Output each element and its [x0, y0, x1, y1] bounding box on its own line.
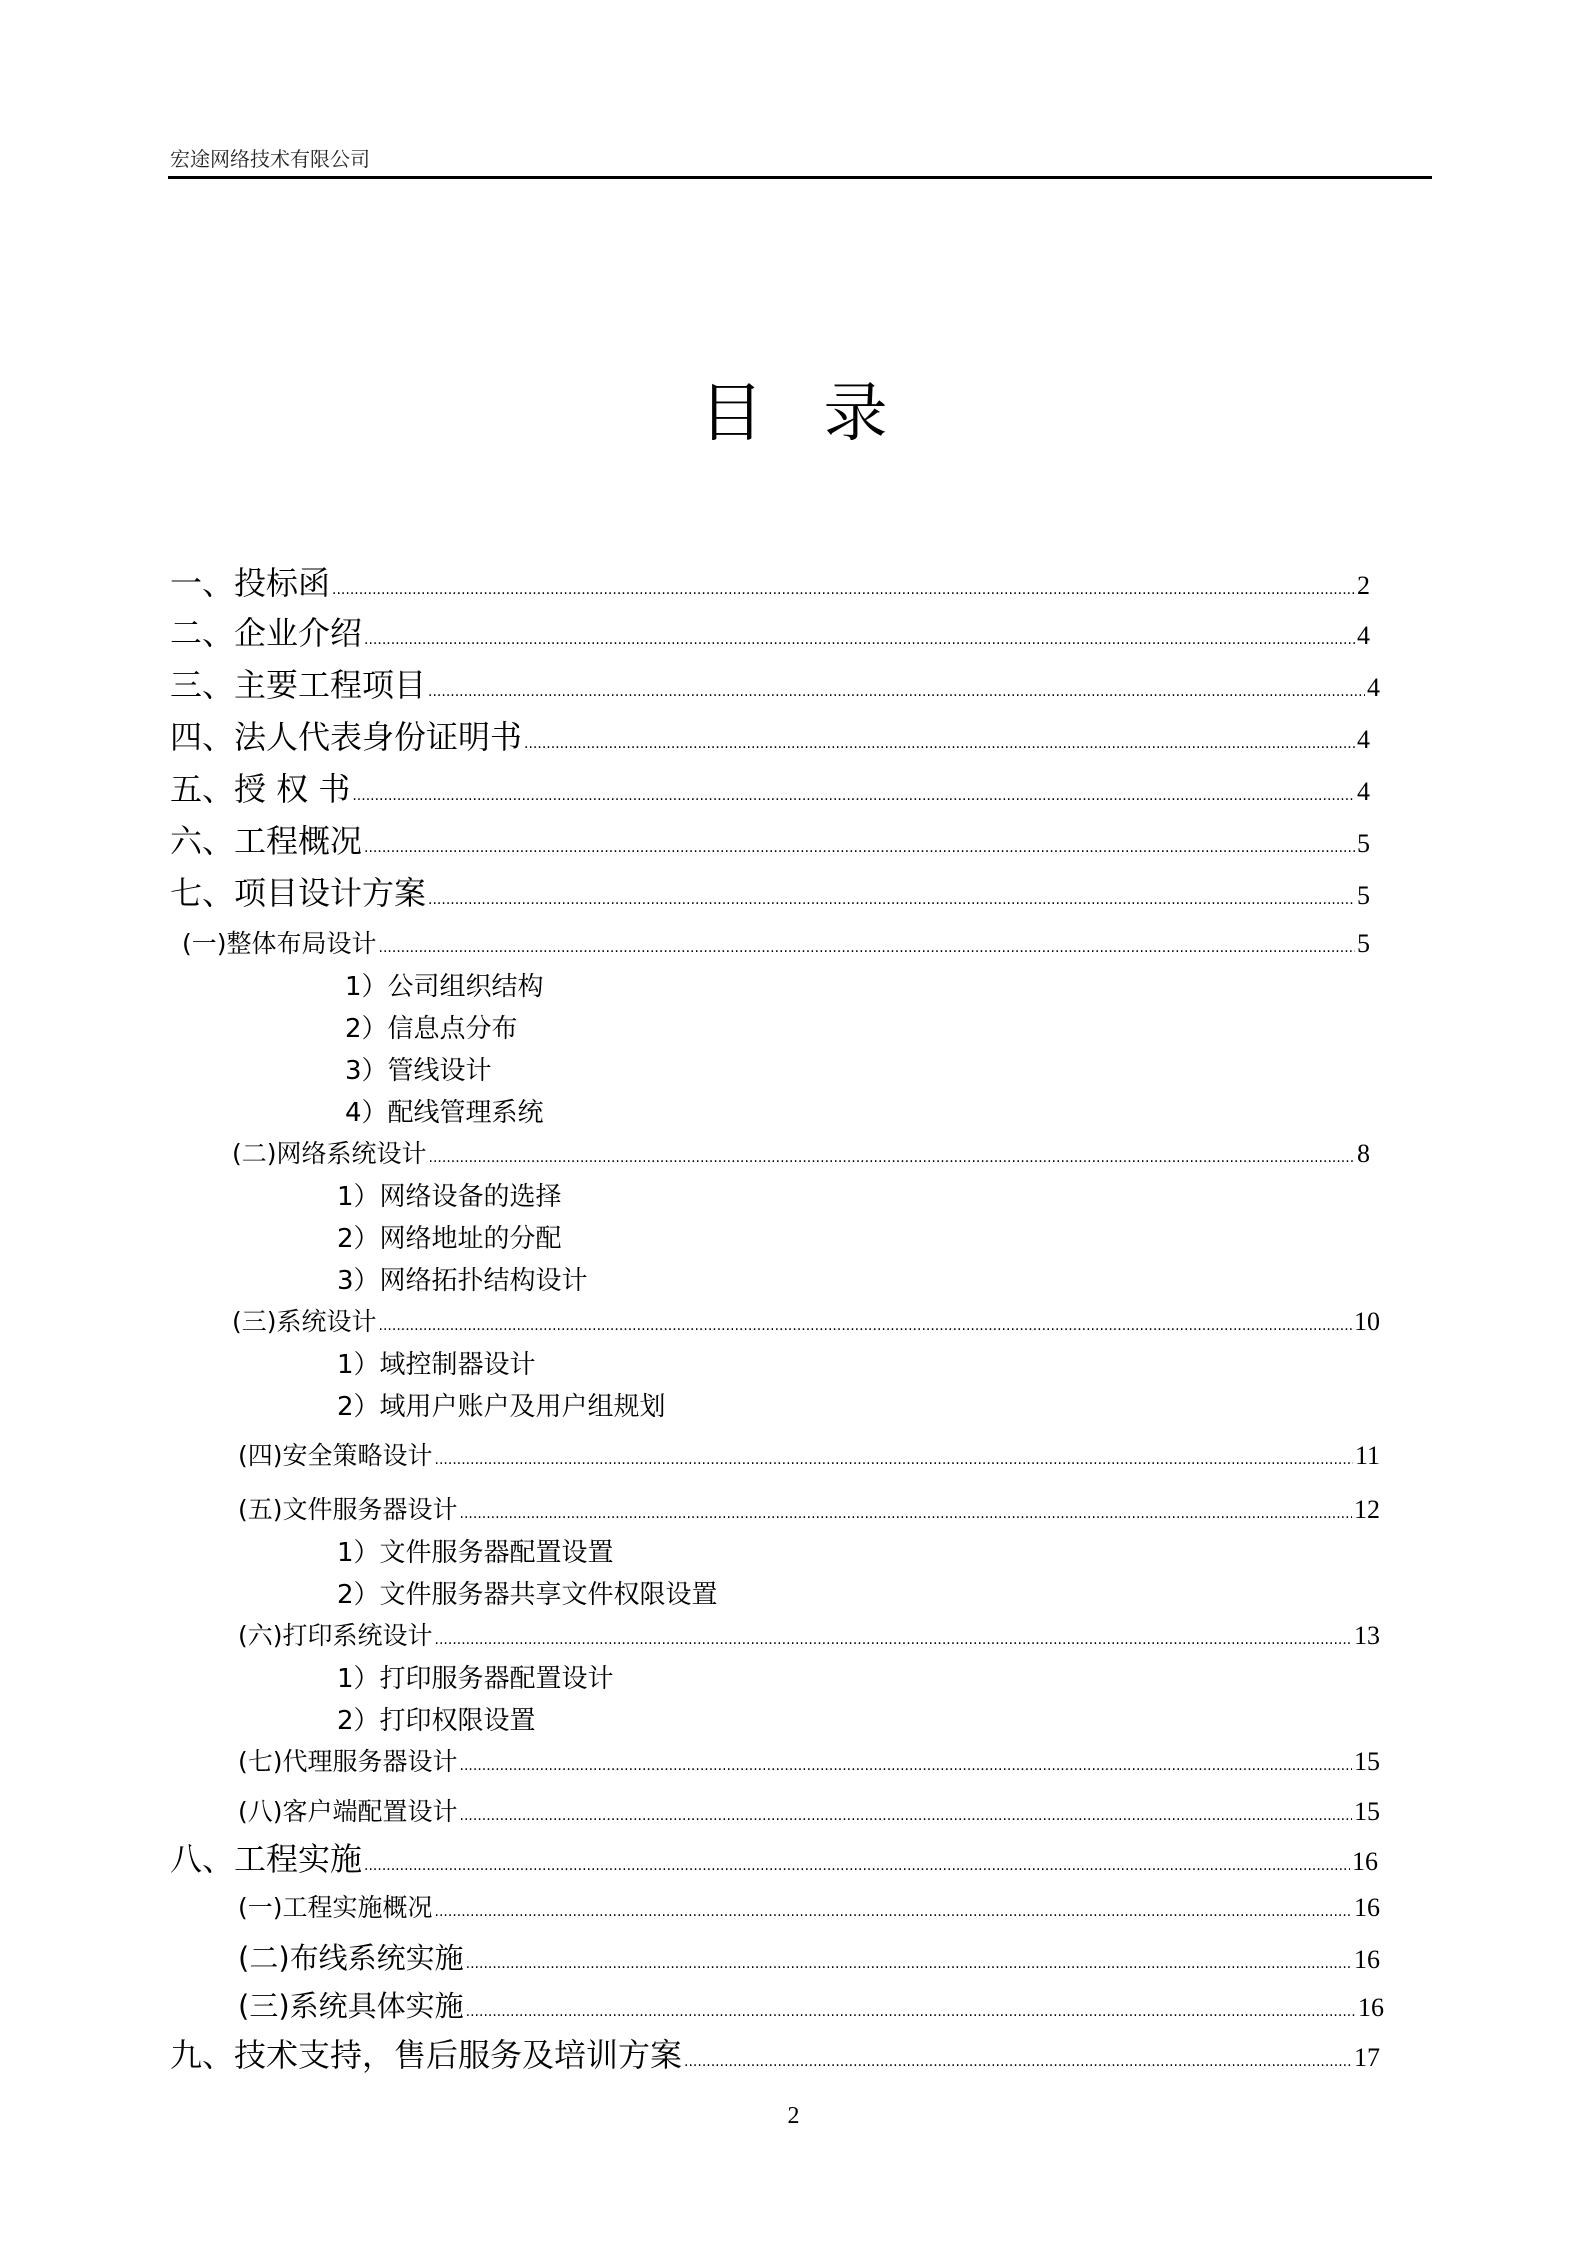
- toc-entry[interactable]: 八、工程实施 ..... 16: [170, 1834, 1378, 1880]
- toc-subentry[interactable]: (一)工程实施概况 ..... 16: [238, 1888, 1380, 1924]
- leader-dots: [428, 892, 1355, 908]
- toc-entry[interactable]: 一、投标函 ..... 2: [170, 558, 1370, 604]
- toc-entry[interactable]: 六、工程概况 ..... 5: [170, 816, 1370, 862]
- leader-dots: [364, 632, 1355, 648]
- leader-dots: [684, 2054, 1352, 2070]
- leader-dots: [364, 1858, 1350, 1874]
- leader-dots: [466, 2004, 1356, 2020]
- toc-subentry[interactable]: (三)系统具体实施 ..... 16: [238, 1984, 1384, 2025]
- toc-item[interactable]: 1）文件服务器配置设置: [337, 1538, 614, 1568]
- toc-entry[interactable]: 九、技术支持，售后服务及培训方案 ..... 17: [170, 2030, 1380, 2076]
- toc-subentry[interactable]: (二)网络系统设计 ..... 8: [232, 1134, 1370, 1170]
- toc-entry[interactable]: 五、授 权 书 ..... 4: [170, 764, 1370, 810]
- page-ref: 4: [1367, 673, 1380, 702]
- leader-dots: [466, 1956, 1352, 1972]
- toc-item[interactable]: 2）信息点分布: [345, 1014, 518, 1044]
- page-ref: 16: [1354, 1945, 1380, 1974]
- toc-item[interactable]: 3）网络拓扑结构设计: [337, 1266, 588, 1296]
- toc-subentry[interactable]: (一)整体布局设计 ..... 5: [182, 924, 1370, 960]
- toc-subentry[interactable]: (四)安全策略设计 ..... 11: [238, 1436, 1380, 1472]
- toc-item[interactable]: 2）打印权限设置: [337, 1706, 536, 1736]
- toc-entry[interactable]: 三、主要工程项目 ..... 4: [170, 660, 1380, 706]
- toc-item[interactable]: 1）公司组织结构: [345, 972, 544, 1002]
- header-company-name: 宏途网络技术有限公司: [170, 147, 370, 171]
- leader-dots: [460, 1506, 1352, 1522]
- page-ref: 15: [1354, 1797, 1380, 1826]
- toc-item[interactable]: 2）域用户账户及用户组规划: [337, 1392, 666, 1422]
- toc-entry[interactable]: 二、企业介绍 ..... 4: [170, 608, 1370, 654]
- toc-entry[interactable]: 七、项目设计方案 ..... 5: [170, 868, 1370, 914]
- leader-dots: [435, 1904, 1352, 1920]
- toc-entry[interactable]: 四、法人代表身份证明书 ..... 4: [170, 712, 1370, 758]
- toc-item[interactable]: 2）网络地址的分配: [337, 1224, 562, 1254]
- page-ref: 16: [1352, 1847, 1378, 1876]
- toc-subentry[interactable]: (八)客户端配置设计 ..... 15: [238, 1792, 1380, 1828]
- leader-dots: [332, 582, 1355, 598]
- header-rule: [168, 176, 1432, 179]
- leader-dots: [460, 1758, 1352, 1774]
- leader-dots: [460, 1808, 1352, 1824]
- page-ref: 2: [1357, 571, 1370, 600]
- toc-item[interactable]: 4）配线管理系统: [345, 1098, 544, 1128]
- page-ref: 12: [1354, 1495, 1380, 1524]
- leader-dots: [428, 684, 1365, 700]
- toc-item[interactable]: 3）管线设计: [345, 1056, 492, 1086]
- toc-item[interactable]: 2）文件服务器共享文件权限设置: [337, 1580, 718, 1610]
- page-ref: 15: [1354, 1747, 1380, 1776]
- toc-subentry[interactable]: (五)文件服务器设计 ..... 12: [238, 1490, 1380, 1526]
- page-ref: 5: [1357, 881, 1370, 910]
- leader-dots: [379, 940, 1355, 956]
- page-ref: 11: [1354, 1441, 1380, 1470]
- page-ref: 5: [1357, 829, 1370, 858]
- leader-dots: [524, 736, 1355, 752]
- page-number: 2: [787, 2103, 800, 2129]
- page-ref: 5: [1357, 929, 1370, 958]
- toc-subentry[interactable]: (七)代理服务器设计 ..... 15: [238, 1742, 1380, 1778]
- toc-subentry[interactable]: (六)打印系统设计 ..... 13: [238, 1616, 1380, 1652]
- toc-subentry[interactable]: (二)布线系统实施 ..... 16: [238, 1936, 1380, 1977]
- page-ref: 4: [1357, 621, 1370, 650]
- page-ref: 10: [1354, 1307, 1380, 1336]
- page-ref: 16: [1354, 1893, 1380, 1922]
- page-title: 目录: [699, 377, 948, 451]
- page-ref: 16: [1358, 1993, 1384, 2022]
- leader-dots: [379, 1318, 1352, 1334]
- toc-item[interactable]: 1）打印服务器配置设计: [337, 1664, 614, 1694]
- page-ref: 4: [1357, 777, 1370, 806]
- page-ref: 17: [1354, 2043, 1380, 2072]
- toc-subentry[interactable]: (三)系统设计 ..... 10: [232, 1302, 1380, 1338]
- toc-item[interactable]: 1）域控制器设计: [337, 1350, 536, 1380]
- page-ref: 13: [1354, 1621, 1380, 1650]
- leader-dots: [429, 1150, 1355, 1166]
- toc-item[interactable]: 1）网络设备的选择: [337, 1182, 562, 1212]
- leader-dots: [364, 840, 1355, 856]
- leader-dots: [435, 1452, 1353, 1468]
- page-ref: 8: [1357, 1139, 1370, 1168]
- leader-dots: [435, 1632, 1352, 1648]
- leader-dots: [352, 788, 1355, 804]
- page-ref: 4: [1357, 725, 1370, 754]
